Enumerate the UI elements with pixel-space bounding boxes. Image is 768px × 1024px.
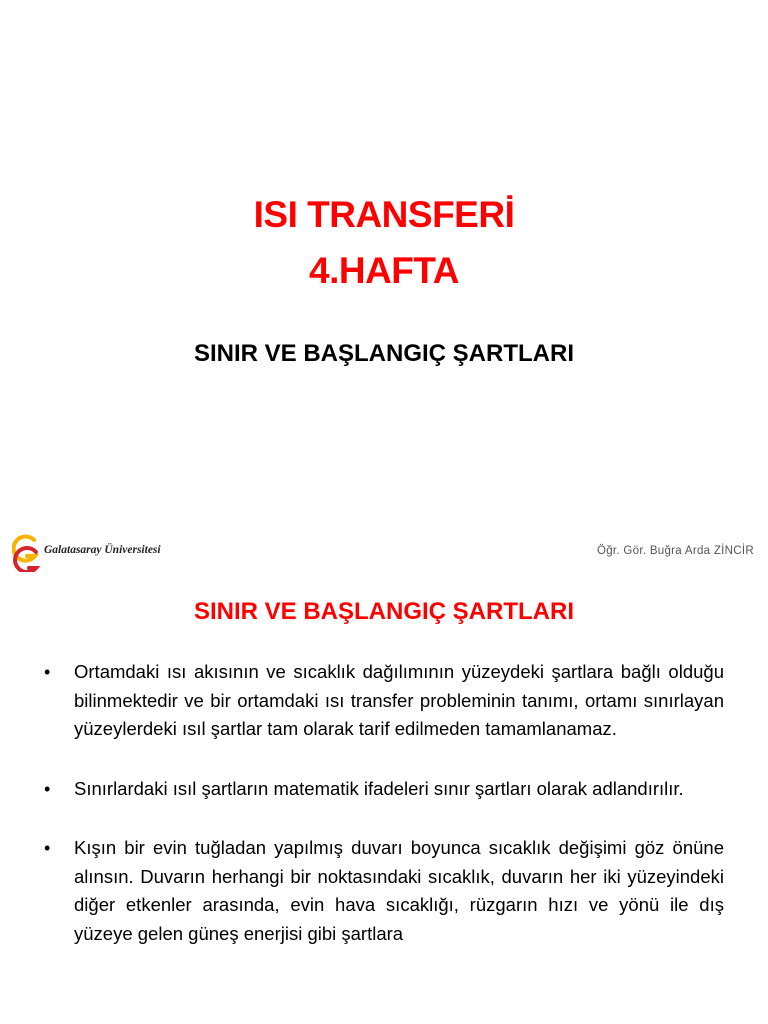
university-name: Galatasaray Üniversitesi xyxy=(44,544,161,556)
content-slide-title: SINIR VE BAŞLANGIÇ ŞARTLARI xyxy=(193,598,574,625)
content-slide xyxy=(0,530,768,1024)
bullet-icon: • xyxy=(44,778,51,799)
instructor-name: Öğr. Gör. Buğra Arda ZİNCİR xyxy=(596,545,754,557)
bullet-item xyxy=(44,775,724,804)
slide-title-line2: 4.HAFTA xyxy=(309,250,459,291)
bullet-list xyxy=(44,658,724,979)
bullet-icon: • xyxy=(44,838,51,858)
slide-header xyxy=(0,530,768,578)
bullet-item xyxy=(44,834,724,948)
bullet-text: Ortamdaki ısı akısının ve sıcaklık dağılımının yüzeydeki şartlara bağlı olduğu bilinmektedir ve bir ortamdaki ısı transfer probleminin tanımı, ortamı sınırlayan yüzeylerdeki ısıl şartlar tam olarak tarif edilmeden tamamlanamaz. xyxy=(74,661,724,739)
galatasaray-logo-icon xyxy=(12,534,46,572)
bullet-item xyxy=(44,658,724,744)
bullet-icon: • xyxy=(44,662,51,682)
bullet-text: Kışın bir evin tuğladan yapılmış duvarı boyunca sıcaklık değişimi göz önüne alınsın. Duvarın herhangi bir noktasındaki sıcaklık, duvarın her iki yüzeyindeki diğer etkenler arasında, evin hava sıcaklığı, rüzgarın hızı ve yönü ile dış yüzeye gelen güneş enerjisi gibi şartlara xyxy=(74,837,724,944)
bullet-text: Sınırlardaki ısıl şartların matematik ifadeleri sınır şartları olarak adlandırılır. xyxy=(74,777,684,799)
slide-subtitle: SINIR VE BAŞLANGIÇ ŞARTLARI xyxy=(193,340,574,367)
slide-title-line1: ISI TRANSFERİ xyxy=(253,194,515,235)
